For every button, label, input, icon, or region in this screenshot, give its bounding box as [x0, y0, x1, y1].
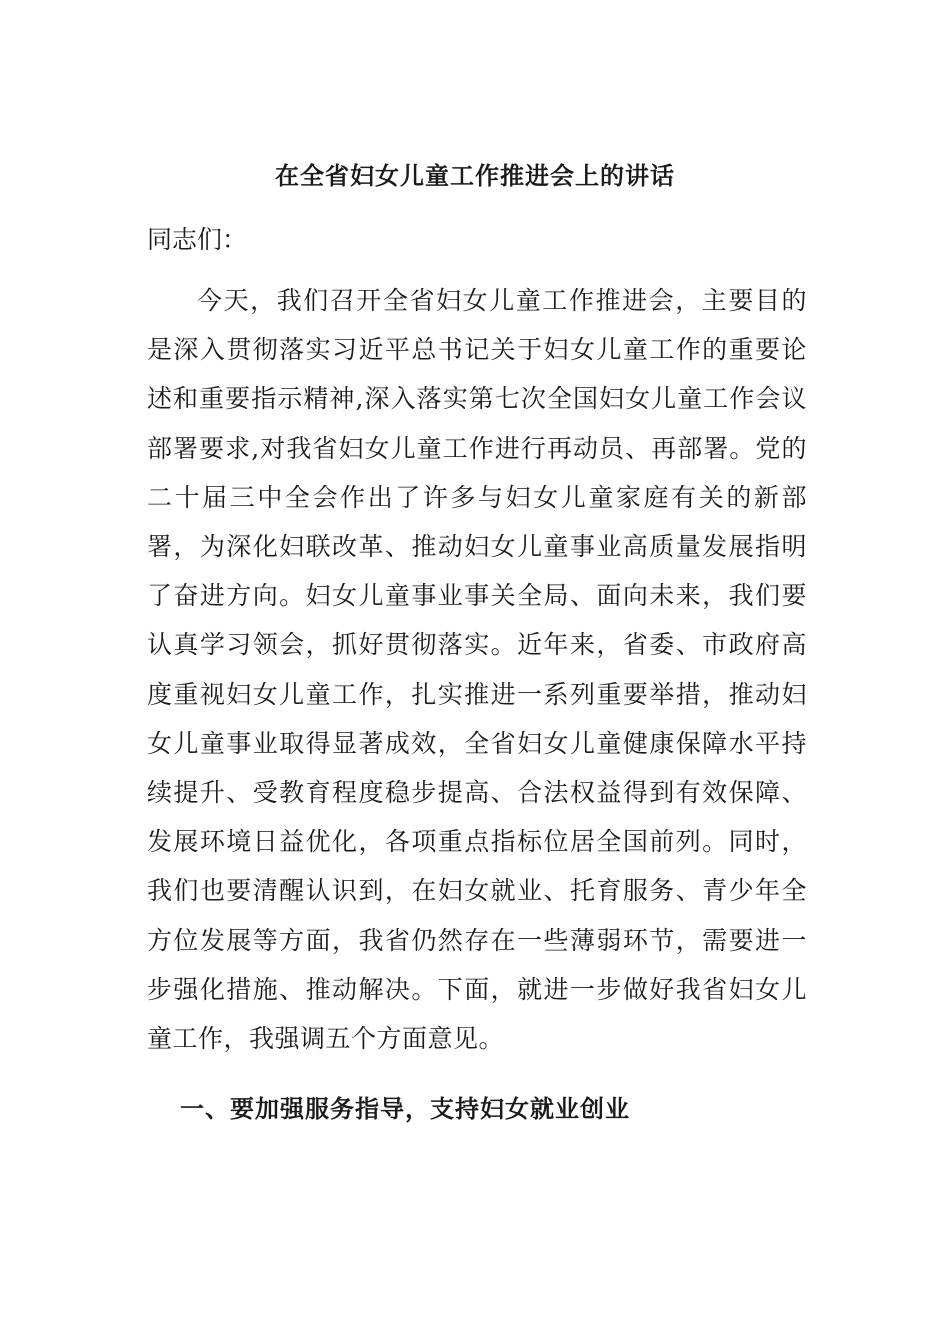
salutation: 同志们：: [147, 225, 248, 254]
section-heading: 一、要加强服务指导，支持妇女就业创业: [180, 1094, 630, 1123]
document-title: 在全省妇女儿童工作推进会上的讲话: [275, 161, 675, 190]
body-paragraph: 今天，我们召开全省妇女儿童工作推进会，主要目的是深入贯彻落实习近平总书记关于妇女儿童工作的重要论述和重要指示精神,深入落实第七次全国妇女儿童工作会议部署要求,对我省妇女儿童工作进行再动员、再部署。党的二十届三中全会作出了许多与妇女儿童家庭有关的新部署，为深化妇联改革、推动妇女儿童事业高质量发展指明了奋进方向。妇女儿童事业事关全局、面向未来，我们要认真学习领会，抓好贯彻落实。近年来，省委、市政府高度重视妇女儿童工作，扎实推进一系列重要举措，推动妇女儿童事业取得显著成效，全省妇女儿童健康保障水平持续提升、受教育程度稳步提高、合法权益得到有效保障、发展环境日益优化，各项重点指标位居全国前列。同时，我们也要清醒认识到，在妇女就业、托育服务、青少年全方位发展等方面，我省仍然存在一些薄弱环节，需要进一步强化措施、推动解决。下面，就进一步做好我省妇女儿童工作，我强调五个方面意见。: [147, 286, 807, 1054]
